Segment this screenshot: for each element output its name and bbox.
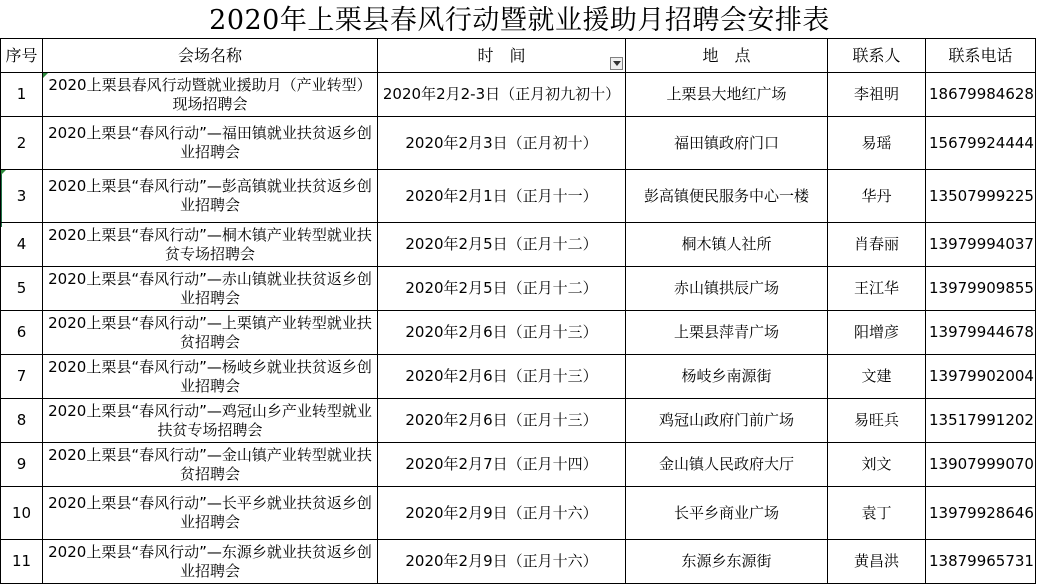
cell-place[interactable]: 杨岐乡南源街: [626, 355, 828, 399]
cell-place[interactable]: 长平乡商业广场: [626, 487, 828, 540]
sheet-title: 2020年上栗县春风行动暨就业援助月招聘会安排表: [209, 5, 830, 36]
cell-phone[interactable]: 13979928646: [926, 487, 1036, 540]
cell-contact[interactable]: 华丹: [828, 170, 926, 223]
cell-seq[interactable]: 9: [1, 443, 43, 487]
cell-venue[interactable]: 2020上栗县“春风行动”—东源乡就业扶贫返乡创业招聘会: [43, 540, 378, 584]
cell-seq[interactable]: 1: [1, 73, 43, 117]
header-venue[interactable]: 会场名称: [43, 39, 378, 73]
cell-contact[interactable]: 李祖明: [828, 73, 926, 117]
cell-time[interactable]: 2020年2月5日（正月十二）: [378, 267, 626, 311]
cell-seq[interactable]: 3: [1, 170, 43, 223]
cell-phone[interactable]: 13979902004: [926, 355, 1036, 399]
cell-venue[interactable]: 2020上栗县“春风行动”—上栗镇产业转型就业扶贫招聘会: [43, 311, 378, 355]
cell-phone[interactable]: 13517991202: [926, 399, 1036, 443]
cell-time[interactable]: 2020年2月6日（正月十三）: [378, 399, 626, 443]
cell-venue[interactable]: 2020上栗县“春风行动”—赤山镇就业扶贫返乡创业招聘会: [43, 267, 378, 311]
schedule-table: [0, 38, 1036, 584]
filter-dropdown-button[interactable]: [610, 57, 623, 70]
cell-phone[interactable]: 13979944678: [926, 311, 1036, 355]
cell-seq[interactable]: 11: [1, 540, 43, 584]
cell-time[interactable]: 2020年2月5日（正月十二）: [378, 223, 626, 267]
cell-seq[interactable]: 8: [1, 399, 43, 443]
cell-phone[interactable]: 13507999225: [926, 170, 1036, 223]
cell-seq[interactable]: 5: [1, 267, 43, 311]
cell-phone[interactable]: 13907999070: [926, 443, 1036, 487]
cell-venue[interactable]: 2020上栗县“春风行动”—长平乡就业扶贫返乡创业招聘会: [43, 487, 378, 540]
cell-place[interactable]: 福田镇政府门口: [626, 117, 828, 170]
table-row: [1, 117, 1036, 170]
cell-venue[interactable]: 2020上栗县“春风行动”—杨岐乡就业扶贫返乡创业招聘会: [43, 355, 378, 399]
header-row: [1, 39, 1036, 73]
cell-phone[interactable]: 15679924444: [926, 117, 1036, 170]
header-time[interactable]: [378, 39, 626, 73]
cell-contact[interactable]: 易瑶: [828, 117, 926, 170]
header-place[interactable]: 地 点: [626, 39, 828, 73]
cell-place[interactable]: 东源乡东源街: [626, 540, 828, 584]
cell-contact[interactable]: 刘文: [828, 443, 926, 487]
header-seq[interactable]: 序号: [1, 39, 43, 73]
cell-time[interactable]: 2020年2月6日（正月十三）: [378, 311, 626, 355]
cell-contact[interactable]: 易旺兵: [828, 399, 926, 443]
cell-seq[interactable]: 7: [1, 355, 43, 399]
table-row: [1, 170, 1036, 223]
cell-contact[interactable]: 袁丁: [828, 487, 926, 540]
cell-venue[interactable]: 2020上栗县“春风行动”—彭高镇就业扶贫返乡创业招聘会: [43, 170, 378, 223]
cell-time[interactable]: 2020年2月1日（正月十一）: [378, 170, 626, 223]
cell-time[interactable]: 2020年2月2-3日（正月初九初十）: [378, 73, 626, 117]
cell-place[interactable]: 赤山镇拱辰广场: [626, 267, 828, 311]
cell-seq[interactable]: 4: [1, 223, 43, 267]
header-time-label: 时 间: [477, 46, 526, 65]
cell-time[interactable]: 2020年2月9日（正月十六）: [378, 540, 626, 584]
cell-seq[interactable]: 2: [1, 117, 43, 170]
cell-place[interactable]: 金山镇人民政府大厅: [626, 443, 828, 487]
cell-note-indicator-icon: [43, 73, 48, 78]
table-row: [1, 267, 1036, 311]
table-row: [1, 540, 1036, 584]
header-phone[interactable]: 联系电话: [926, 39, 1036, 73]
cell-phone[interactable]: 13979994037: [926, 223, 1036, 267]
cell-contact[interactable]: 肖春丽: [828, 223, 926, 267]
cell-place[interactable]: 鸡冠山政府门前广场: [626, 399, 828, 443]
header-contact[interactable]: 联系人: [828, 39, 926, 73]
cell-venue[interactable]: 2020上栗县“春风行动”—金山镇产业转型就业扶贫招聘会: [43, 443, 378, 487]
cell-contact[interactable]: 黄昌洪: [828, 540, 926, 584]
cell-note-indicator-icon: [1, 170, 6, 175]
cell-time[interactable]: 2020年2月6日（正月十三）: [378, 355, 626, 399]
chevron-down-icon: [613, 61, 621, 66]
table-row: [1, 73, 1036, 117]
table-row: [1, 223, 1036, 267]
cell-venue[interactable]: 2020上栗县“春风行动”—福田镇就业扶贫返乡创业招聘会: [43, 117, 378, 170]
cell-time[interactable]: 2020年2月9日（正月十六）: [378, 487, 626, 540]
cell-seq[interactable]: 10: [1, 487, 43, 540]
cell-place[interactable]: 上栗县大地红广场: [626, 73, 828, 117]
cell-venue[interactable]: 2020上栗县“春风行动”—鸡冠山乡产业转型就业扶贫专场招聘会: [43, 399, 378, 443]
cell-place[interactable]: 桐木镇人社所: [626, 223, 828, 267]
cell-time[interactable]: 2020年2月3日（正月初十）: [378, 117, 626, 170]
cell-place[interactable]: 彭高镇便民服务中心一楼: [626, 170, 828, 223]
table-row: [1, 355, 1036, 399]
cell-seq[interactable]: 6: [1, 311, 43, 355]
table-row: [1, 399, 1036, 443]
cell-contact[interactable]: 阳增彦: [828, 311, 926, 355]
table-row: [1, 487, 1036, 540]
cell-venue[interactable]: 2020上栗县“春风行动”—桐木镇产业转型就业扶贫专场招聘会: [43, 223, 378, 267]
cell-place[interactable]: 上栗县萍青广场: [626, 311, 828, 355]
cell-phone[interactable]: 13879965731: [926, 540, 1036, 584]
cell-venue[interactable]: 2020上栗县春风行动暨就业援助月（产业转型）现场招聘会: [43, 73, 378, 117]
table-row: [1, 311, 1036, 355]
cell-phone[interactable]: 18679984628: [926, 73, 1036, 117]
cell-phone[interactable]: 13979909855: [926, 267, 1036, 311]
cell-time[interactable]: 2020年2月7日（正月十四）: [378, 443, 626, 487]
cell-contact[interactable]: 王江华: [828, 267, 926, 311]
cell-contact[interactable]: 文建: [828, 355, 926, 399]
table-row: [1, 443, 1036, 487]
